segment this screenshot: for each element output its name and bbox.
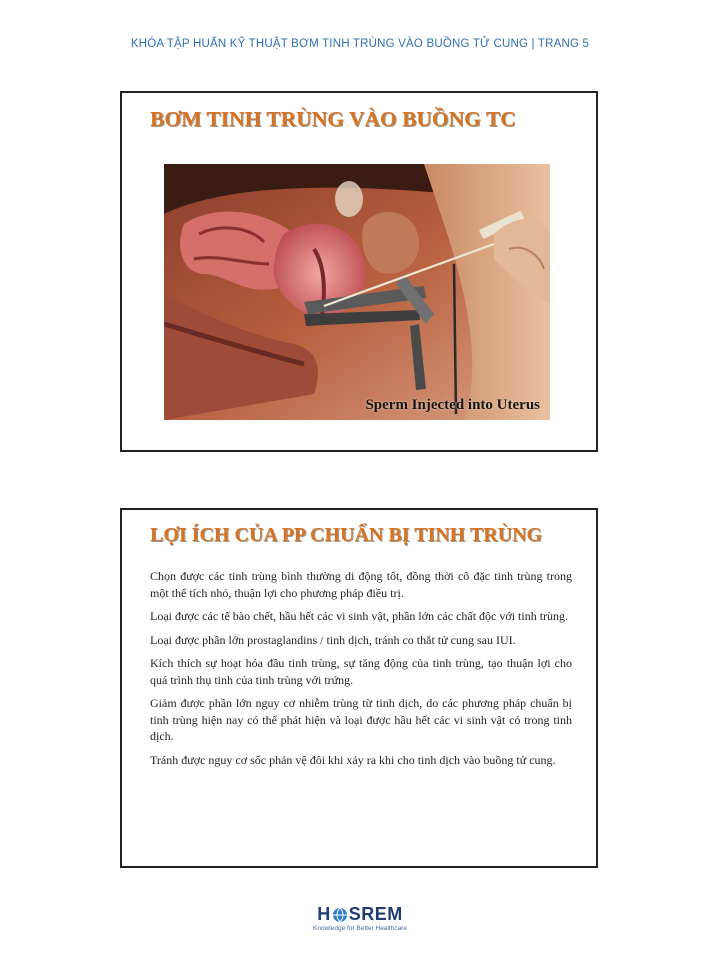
- benefit-paragraph: Tránh được nguy cơ sốc phản vệ đôi khi xảy ra khi cho tinh dịch vào buồng tử cung.: [150, 752, 556, 767]
- image-caption: Sperm Injected into Uterus: [365, 397, 540, 413]
- logo-wordmark: [317, 904, 403, 925]
- slide-iui-procedure: [120, 91, 598, 452]
- benefit-paragraph: Loại được các tế bào chết, hầu hết các vi sinh vật, phần lớn các chất độc với tinh trùng.: [150, 609, 569, 623]
- slide-title: BƠM TINH TRÙNG VÀO BUỒNG TC: [150, 107, 516, 131]
- slide-benefits: [120, 508, 598, 868]
- logo-letter-h: H: [317, 904, 331, 924]
- slide-title: LỢI ÍCH CỦA PP CHUẨN BỊ TINH TRÙNG: [150, 524, 543, 546]
- benefit-paragraph: Chọn được các tinh trùng bình thường di động tốt, đồng thời cô đặc tinh trùng trong một thể tích nhỏ, thuận lợi cho phương pháp điều trị.: [150, 569, 572, 600]
- anatomy-illustration-image: [164, 164, 550, 420]
- hosrem-logo: [0, 904, 720, 932]
- logo-tagline: Knowledge for Better Healthcare: [313, 925, 407, 932]
- page-header: KHÓA TẬP HUẤN KỸ THUẬT BƠM TINH TRÙNG VÀO BUỒNG TỬ CUNG | TRANG 5: [130, 38, 590, 50]
- benefits-list: [150, 568, 572, 775]
- logo-letters-srem: SREM: [348, 904, 403, 924]
- iui-illustration: [164, 164, 550, 420]
- benefit-paragraph: Loại được phần lớn prostaglandins / tinh dịch, tránh co thắt tử cung sau IUI.: [150, 632, 516, 647]
- globe-icon: [332, 907, 348, 923]
- benefit-paragraph: Kích thích sự hoạt hóa đầu tinh trùng, sự tăng động của tinh trùng, tạo thuận lợi cho quá trình thụ tinh của tinh trùng với trứng.: [150, 656, 572, 687]
- benefit-paragraph: Giảm được phần lớn nguy cơ nhiễm trùng từ tinh dịch, do các phương pháp chuẩn bị tinh trùng hiện nay có thể phát hiện và loại được hầu hết các vi sinh vật có trong tinh dịch.: [150, 696, 572, 743]
